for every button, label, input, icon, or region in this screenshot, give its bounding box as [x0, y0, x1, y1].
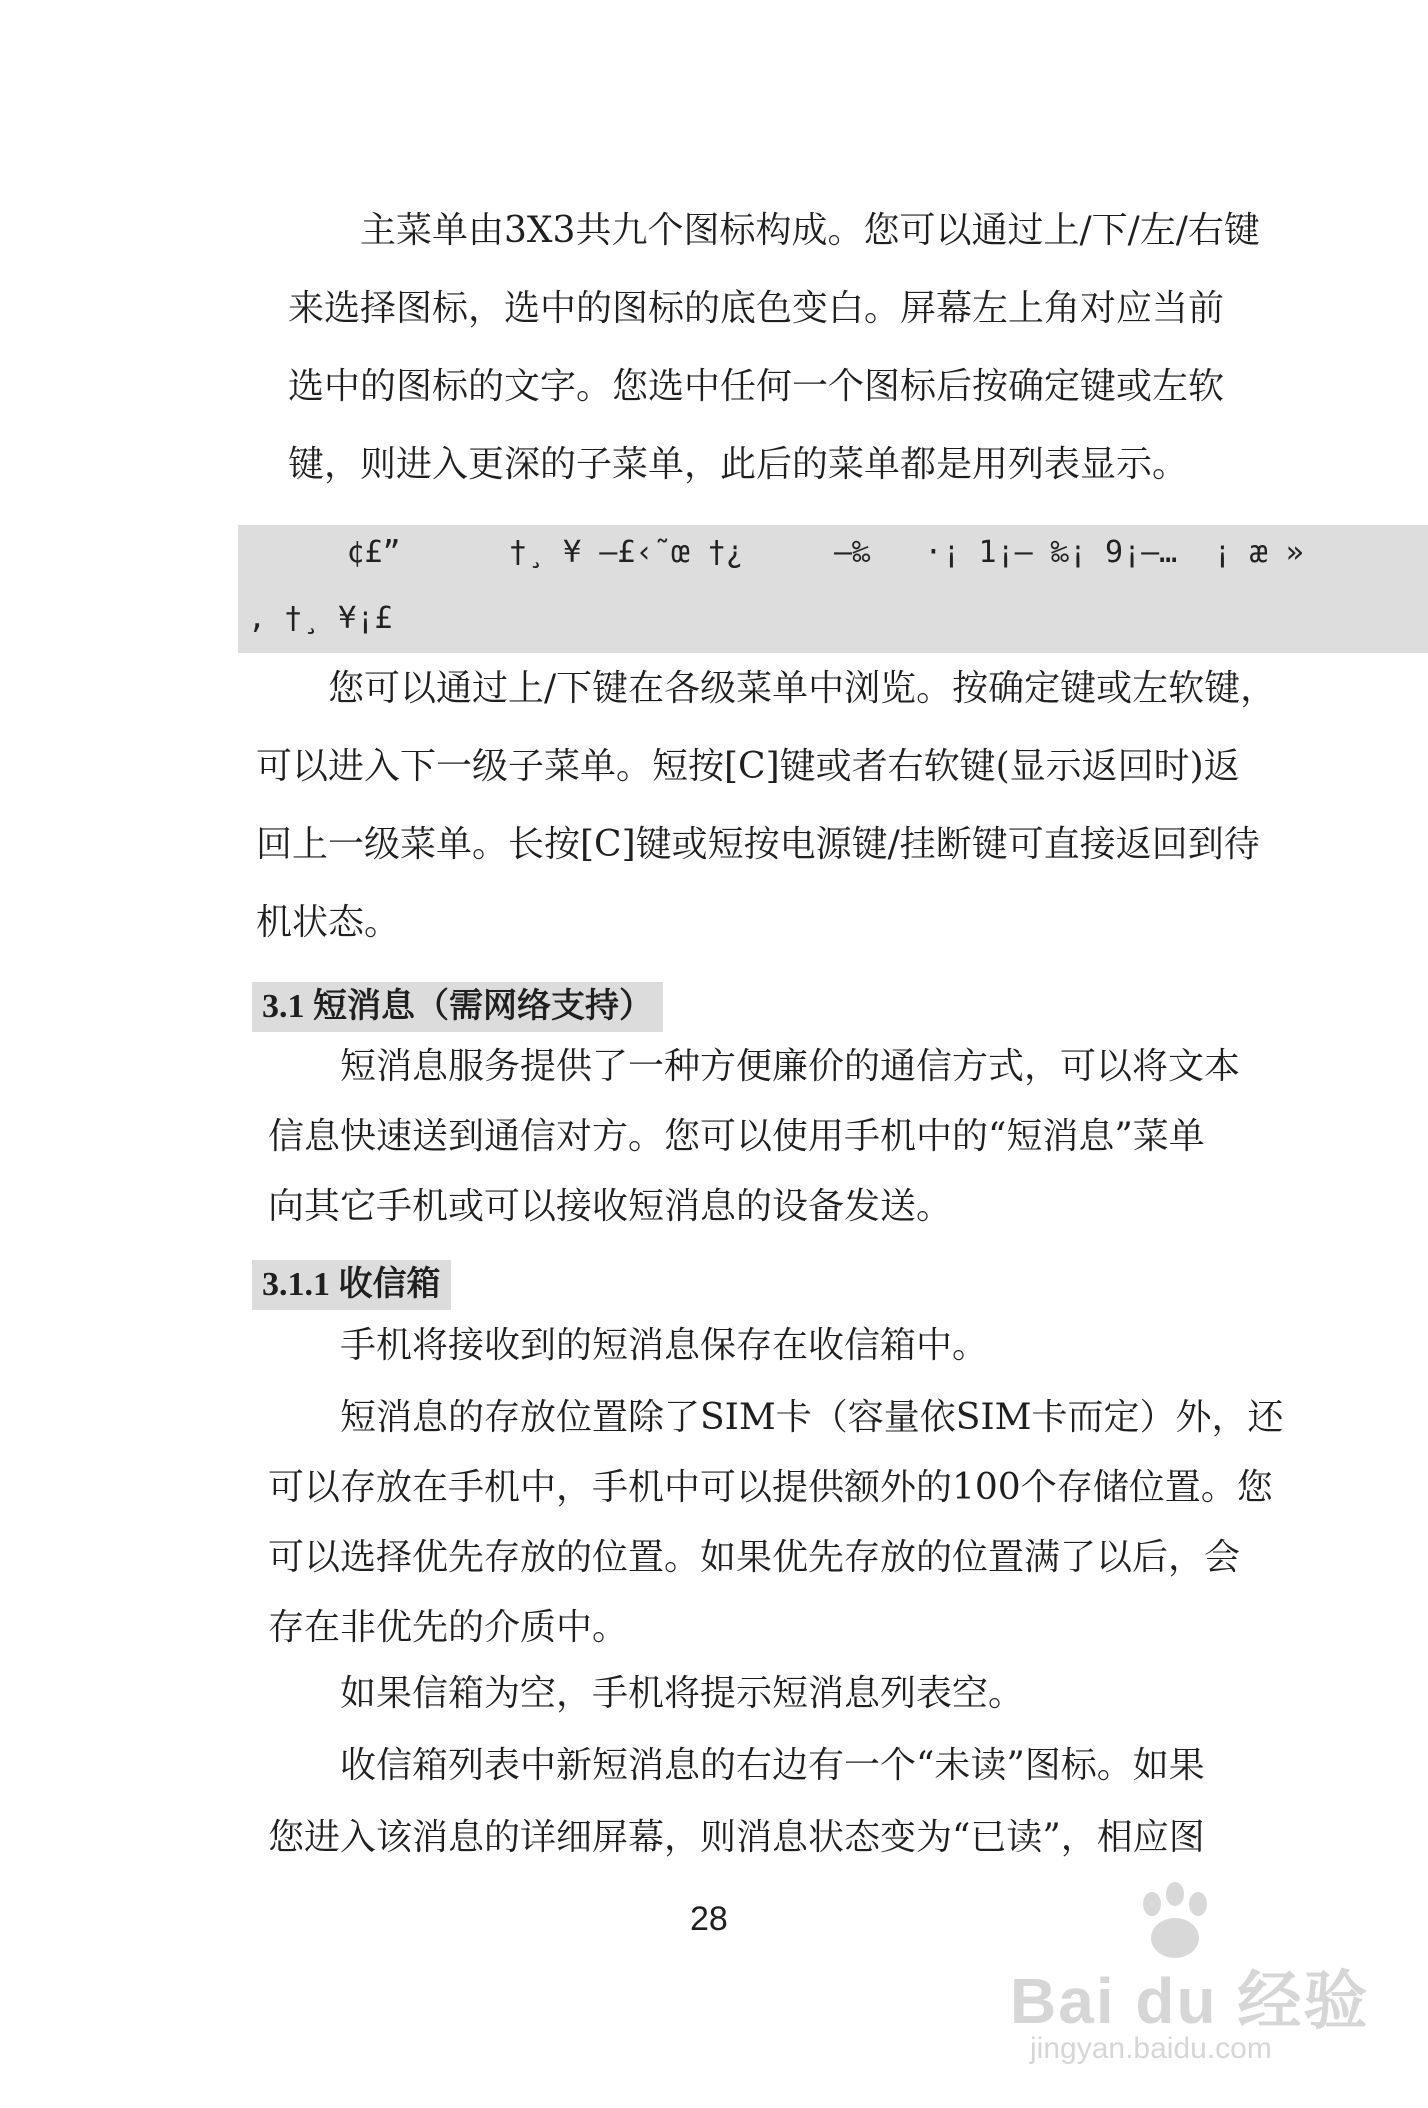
text-line: 可以选择优先存放的位置。如果优先存放的位置满了以后，会 — [268, 1537, 1241, 1578]
garbled-text-block — [238, 525, 1428, 653]
garbled-line: , †¸ ¥¡£ — [248, 601, 393, 636]
text-line: 收信箱列表中新短消息的右边有一个“未读”图标。如果 — [268, 1745, 1205, 1786]
text-line: 键，则进入更深的子菜单，此后的菜单都是用列表显示。 — [288, 444, 1189, 485]
text-line: 主菜单由3X3共九个图标构成。您可以通过上/下/左/右键 — [288, 210, 1260, 251]
garbled-line: ¢£” †¸ ¥ —£‹˜œ †¿ –‰ ·¡ 1¡– ‰¡ 9¡–… ¡ æ » — [238, 535, 1304, 570]
baidu-watermark — [1010, 1880, 1370, 2080]
text-line: 短消息的存放位置除了SIM卡（容量依SIM卡而定）外，还 — [268, 1397, 1284, 1438]
page-number: 28 — [690, 1900, 728, 1938]
text-line: 信息快速送到通信对方。您可以使用手机中的“短消息”菜单 — [268, 1116, 1205, 1157]
section-heading-sms: 3.1 短消息（需网络支持） — [252, 982, 663, 1032]
text-line: 可以存放在手机中，手机中可以提供额外的100个存储位置。您 — [268, 1467, 1273, 1508]
text-line: 向其它手机或可以接收短消息的设备发送。 — [268, 1186, 953, 1227]
text-line: 如果信箱为空，手机将提示短消息列表空。 — [268, 1673, 1025, 1714]
text-line: 来选择图标，选中的图标的底色变白。屏幕左上角对应当前 — [288, 288, 1225, 329]
inbox-paragraph-4 — [268, 1730, 1205, 1874]
text-line: 回上一级菜单。长按[C]键或短按电源键/挂断键可直接返回到待 — [256, 824, 1260, 865]
text-line: 短消息服务提供了一种方便廉价的通信方式，可以将文本 — [268, 1046, 1241, 1087]
text-line: 存在非优先的介质中。 — [268, 1607, 629, 1648]
text-line: 您进入该消息的详细屏幕，则消息状态变为“已读”，相应图 — [268, 1817, 1205, 1858]
text-line: 选中的图标的文字。您选中任何一个图标后按确定键或左软 — [288, 366, 1225, 407]
section-heading-inbox: 3.1.1 收信箱 — [252, 1260, 451, 1310]
text-line: 您可以通过上/下键在各级菜单中浏览。按确定键或左软键， — [256, 668, 1277, 709]
intro-paragraph — [288, 192, 1260, 504]
inbox-paragraph-3 — [268, 1658, 1024, 1730]
text-line: 可以进入下一级子菜单。短按[C]键或者右软键(显示返回时)返 — [256, 746, 1240, 787]
inbox-paragraph-1 — [268, 1310, 988, 1382]
watermark-url: jingyan.baidu.com — [1030, 2032, 1272, 2065]
inbox-paragraph-2 — [268, 1383, 1284, 1663]
text-line: 机状态。 — [256, 902, 401, 943]
navigation-paragraph — [256, 650, 1276, 962]
watermark-brand: Bai du 经验 — [1010, 1965, 1370, 2037]
text-line: 手机将接收到的短消息保存在收信箱中。 — [268, 1325, 989, 1366]
sms-paragraph — [268, 1032, 1240, 1242]
